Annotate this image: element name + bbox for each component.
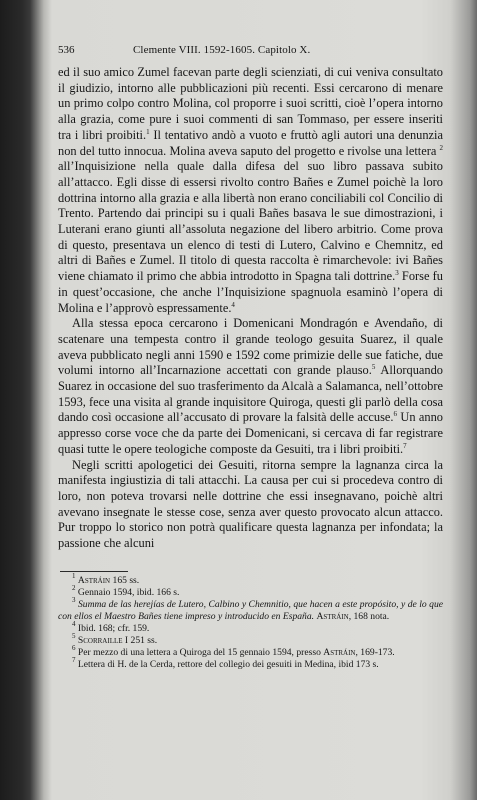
text-run: Un anno appresso corse voce che da parte dei Domenicani, si cercava di far registrare quasi tutte le opere teologiche composte da Gesuiti, tra i libri proibiti.	[58, 410, 443, 456]
footnote-ref: 1	[146, 127, 150, 136]
footnote-ref: 2	[439, 143, 443, 152]
text-run: Allorquando Suarez in occasione del suo trasferimento da Alcalà a Salamanca, nell’ottobre 1593, fece una visita al grande inquisitore Quiroga, questi gli parlò della cosa dando così occasione all’accusato di provare la falsità delle accuse.	[58, 363, 443, 425]
footnote	[58, 584, 443, 599]
author-name: Astráin	[77, 575, 111, 586]
body-text	[58, 65, 443, 552]
footnote-text: , 168 nota.	[348, 611, 390, 622]
footnote-number: 6	[72, 644, 76, 652]
footnote-ref: 5	[371, 363, 376, 372]
footnote-number: 4	[72, 620, 76, 628]
footnote-ref: 3	[395, 269, 399, 278]
text-run: Il tentativo andò a vuoto e fruttò agli autori una denunzia non del tutto innocua. Molina aveva saputo del progetto e rivolse una lettera	[58, 127, 443, 158]
text-run: Forse fu in quest’occasione, che anche l’Inquisizione spagnuola esaminò l’opera di Molina e l’approvò espressamente.	[58, 269, 443, 315]
text-run: all’Inquisizione nella quale dalla difesa del suo libro passava subito all’attacco. Egli disse di essersi rivolto contro Bañes e Zumel poichè la loro dottrina intorno alla grazia e alla libertà non erano conciliabili col Concilio di Trento. Partendo dai principi su i quali Bañes basava le sue dimostrazioni, i Luterani erano giunti all’assoluta negazione del libero arbitrio. Come prova di questo, presentava un elenco di testi di Lutero, Calvino e Chemnitz, ed altri di Bañes e Zumel. Il titolo di questa raccolta è rimarchevole: ivi Bañes viene chiamato il primo che abbia introdotto in Spagna tali dottrine.	[58, 159, 443, 284]
book-page	[58, 0, 453, 800]
footnote-number: 5	[72, 632, 76, 640]
text-run: ed il suo amico Zumel facevan parte degli scienziati, di cui veniva consultato il giudizio, intorno alle pubblicazioni più recenti. Essi cercarono di menare un primo colpo contro Molina, col proporre i suoi scritti, cioè l’opera intorno alla grazia, come pure i suoi commenti di san Tommaso, per essere inseriti tra i libri proibiti.	[58, 65, 443, 142]
footnote-text: 165 ss.	[110, 575, 140, 586]
footnote-text: I 251 ss.	[122, 635, 158, 646]
paragraph	[58, 65, 443, 316]
footnote-number: 3	[72, 596, 76, 604]
footnote-ref: 6	[393, 410, 397, 419]
footnote-text: Gennaio 1594, ibid. 166 s.	[77, 587, 180, 598]
running-head: Clemente VIII. 1592-1605. Capitolo X.	[133, 44, 311, 56]
author-name: Astráin	[316, 611, 349, 622]
page-number: 536	[58, 44, 75, 56]
italic-title: Summa de las herejías de Lutero, Calbino y Chemnitio, que hacen a este propósito, y de lo que con ellos el Maestro Bañes tiene impreso y introducido en España.	[58, 599, 443, 622]
footnote-text: Lettera di H. de la Cerda, rettore del collegio dei gesuiti in Medina, ibid 173 s.	[77, 659, 379, 670]
footnote	[58, 644, 443, 659]
footnote-ref: 4	[231, 300, 235, 309]
author-name: Astráin	[323, 647, 356, 658]
footnote-text: Ibid. 168; cfr. 159.	[77, 623, 150, 634]
footnote-text: Per mezzo di una lettera a Quiroga del 15 gennaio 1594, presso	[77, 647, 324, 658]
author-name: Scorraille	[77, 635, 123, 646]
paragraph	[58, 458, 443, 552]
footnote-number: 2	[72, 584, 76, 592]
footnotes	[58, 572, 443, 671]
page-header	[58, 44, 443, 58]
text-run: Negli scritti apologetici dei Gesuiti, ritorna sempre la lagnanza circa la manifesta ingiustizia di tali attacchi. La causa per cui si procedeva contro di loro, non poteva trovarsi nelle dottrine che essi insegnavano, poichè altri avevano insegnate le stesse cose, senza aver questo provocato alcun attacco. Pur troppo lo storico non potrà qualificare questa lagnanza per infondata; la passione che alcuni	[58, 457, 443, 551]
footnote-ref: 7	[403, 441, 407, 450]
text-run: Alla stessa epoca cercarono i Domenicani Mondragón e Avendaño, di scatenare una tempesta contro il grande teologo gesuita Suarez, il quale aveva pubblicato negli anni 1590 e 1592 come primizie delle sue fatiche, due volumi intorno all’Incarnazione accettati con grande plauso.	[58, 316, 443, 378]
footnote-number: 7	[72, 656, 76, 664]
footnote-rule	[60, 571, 128, 572]
footnote	[58, 620, 443, 635]
footnote	[58, 596, 443, 623]
paragraph	[58, 316, 443, 457]
footnote-number: 1	[72, 572, 76, 580]
footnote	[58, 632, 443, 647]
footnote-text: , 169-173.	[355, 647, 395, 658]
footnote	[58, 572, 443, 587]
footnote	[58, 656, 443, 671]
